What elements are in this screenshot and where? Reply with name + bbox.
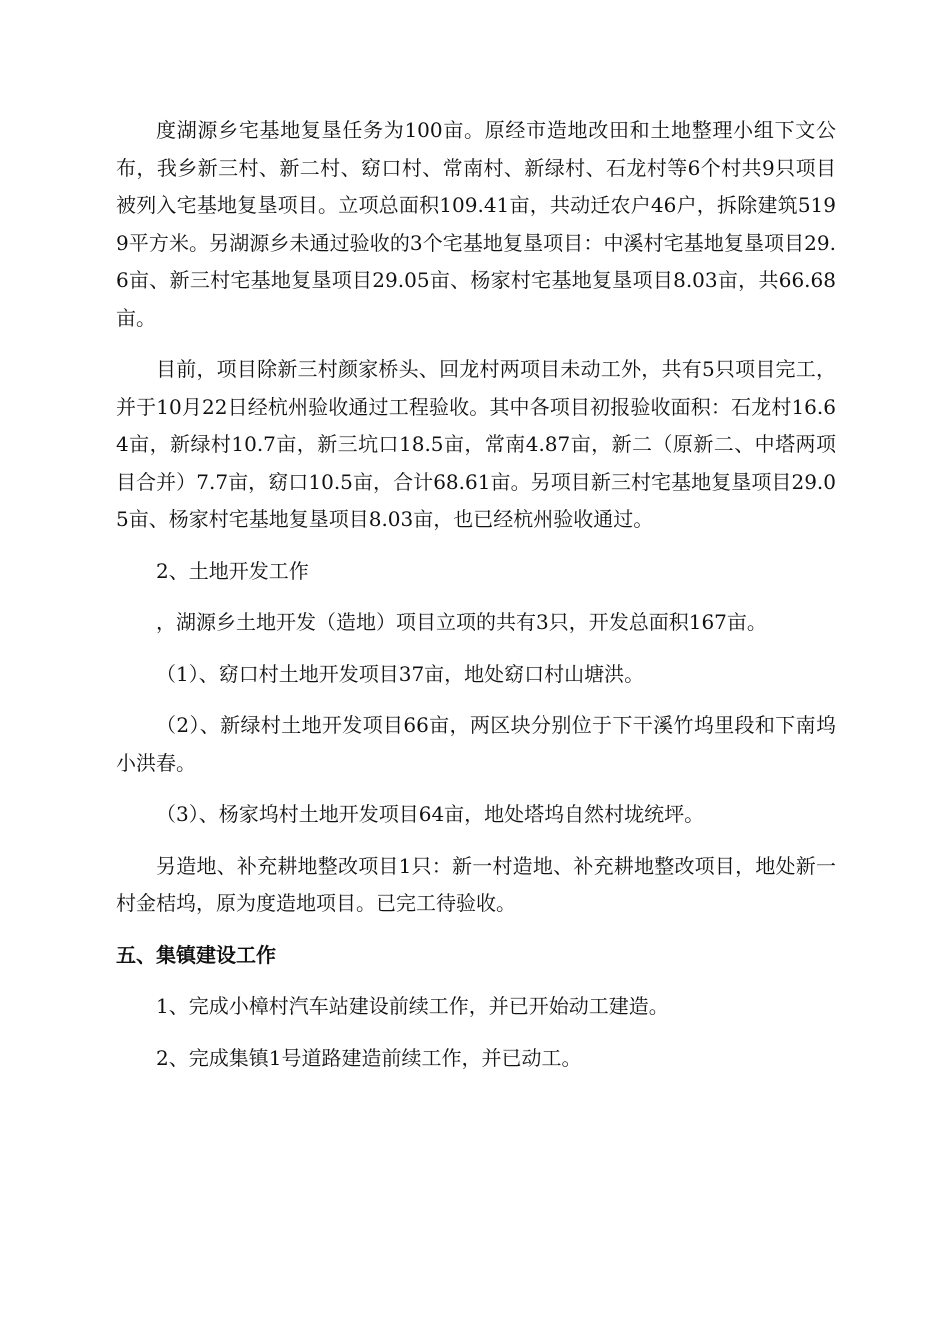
paragraph-homestead-reclamation: 度湖源乡宅基地复垦任务为100亩。原经市造地改田和土地整理小组下文公布，我乡新三村、新二村、窈口村、常南村、新绿村、石龙村等6个村共9只项目被列入宅基地复垦项目。立项总面积109.41亩，共动迁农户46户，拆除建筑5199平方米。另湖源乡未通过验收的3个宅基地复垦项目：中溪村宅基地复垦项目29.6亩、新三村宅基地复垦项目29.05亩、杨家村宅基地复垦项目8.03亩，共66.68亩。 [116, 118, 836, 330]
paragraph-land-development-total: ，湖源乡土地开发（造地）项目立项的共有3只，开发总面积167亩。 [156, 610, 767, 634]
list-item-road-construction: 2、完成集镇1号道路建造前续工作，并已动工。 [156, 1045, 582, 1070]
list-item-bus-station: 1、完成小樟村汽车站建设前续工作，并已开始动工建造。 [156, 994, 669, 1018]
paragraph-project-acceptance: 目前，项目除新三村颜家桥头、回龙村两项目未动工外，共有5只项目完工，并于10月22日经杭州验收通过工程验收。其中各项目初报验收面积：石龙村16.64亩，新绿村10.7亩，新三坑口18.5亩，常南4.87亩，新二（原新二、中塔两项目合并）7.7亩，窈口10.5亩，合计68.61亩。另项目新三村宅基地复垦项目29.05亩、杨家村宅基地复垦项目8.03亩，也已经杭州验收通过。 [116, 357, 836, 531]
document-body [116, 112, 836, 1091]
subheading-land-development: 2、土地开发工作 [156, 558, 309, 583]
list-item-project-1: （1）、窈口村土地开发项目37亩，地处窈口村山塘洪。 [156, 661, 645, 686]
list-item-project-3: （3）、杨家坞村土地开发项目64亩，地处塔坞自然村垅统坪。 [156, 802, 705, 826]
paragraph-rectification-project: 另造地、补充耕地整改项目1只：新一村造地、补充耕地整改项目，地处新一村金桔坞，原为度造地项目。已完工待验收。 [116, 853, 836, 915]
section-heading-town-construction: 五、集镇建设工作 [116, 942, 276, 967]
list-item-project-2: （2）、新绿村土地开发项目66亩，两区块分别位于下干溪竹坞里段和下南坞小洪春。 [116, 713, 836, 775]
